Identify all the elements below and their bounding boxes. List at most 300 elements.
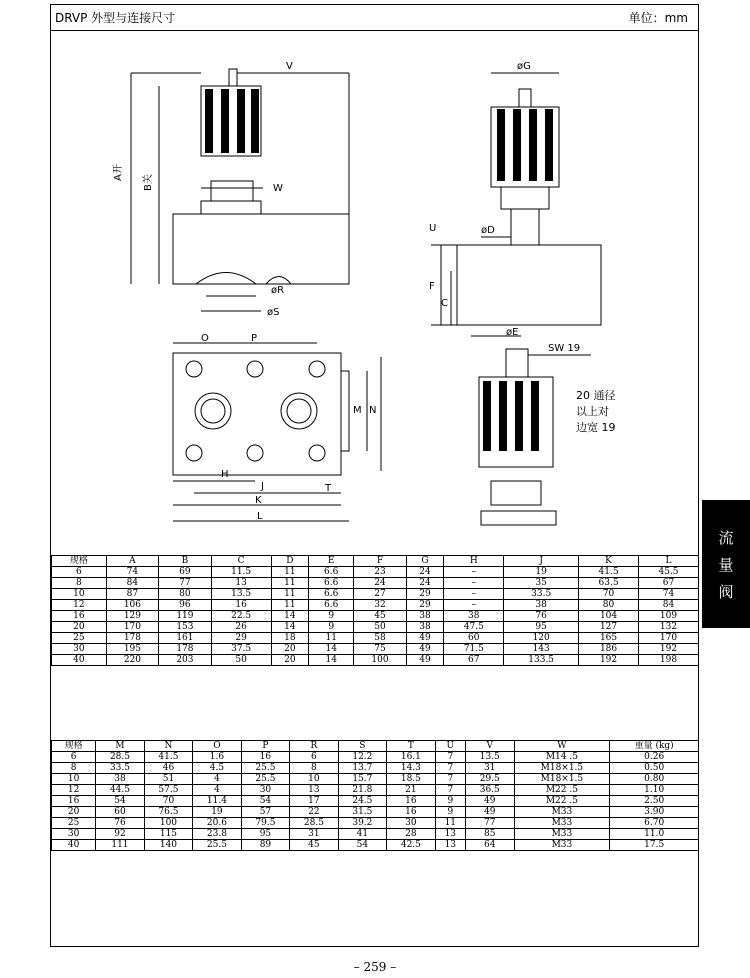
table-cell: 74: [639, 589, 699, 600]
table-cell: 1.6: [193, 752, 241, 763]
tab-char-2: 量: [718, 555, 734, 574]
table-header-cell: C: [211, 556, 271, 567]
table-cell: 4.5: [193, 763, 241, 774]
table-row: [52, 633, 699, 644]
table-cell: 54: [96, 796, 144, 807]
table-cell: 8: [290, 763, 338, 774]
table-cell: 165: [579, 633, 639, 644]
table-cell: 31: [290, 829, 338, 840]
table-row: [52, 611, 699, 622]
table-cell: 92: [96, 829, 144, 840]
table-cell: 80: [579, 600, 639, 611]
table-cell: 71.5: [444, 644, 504, 655]
table-cell: 16: [211, 600, 271, 611]
table-cell: 70: [144, 796, 192, 807]
table-cell: 13.5: [211, 589, 271, 600]
table-cell: 14: [309, 655, 354, 666]
table-cell: 203: [159, 655, 212, 666]
label-g: øG: [517, 61, 531, 72]
table-cell: 19: [504, 567, 579, 578]
table-cell: 30: [52, 644, 107, 655]
table-header-cell: D: [271, 556, 309, 567]
table-cell: 11.5: [211, 567, 271, 578]
table-cell: 60: [444, 633, 504, 644]
table-cell: 11: [271, 578, 309, 589]
label-v: V: [286, 61, 293, 72]
table-header-cell: W: [514, 741, 610, 752]
table-row: [52, 644, 699, 655]
table-cell: 41: [338, 829, 386, 840]
table-cell: 96: [159, 600, 212, 611]
table-cell: 192: [639, 644, 699, 655]
table-cell: 21.8: [338, 785, 386, 796]
table-cell: 37.5: [211, 644, 271, 655]
table-cell: 14: [271, 611, 309, 622]
table-header-cell: G: [406, 556, 444, 567]
table-cell: 9: [309, 611, 354, 622]
table-cell: 33.5: [504, 589, 579, 600]
table-cell: 11: [271, 589, 309, 600]
table-cell: –: [444, 578, 504, 589]
table-cell: 10: [52, 774, 96, 785]
table-cell: 11.4: [193, 796, 241, 807]
page-title: DRVP 外型与连接尺寸: [55, 11, 176, 25]
table-cell: 14: [309, 644, 354, 655]
table-cell: 49: [406, 655, 444, 666]
table-cell: 38: [406, 622, 444, 633]
table-header-cell: H: [444, 556, 504, 567]
table-cell: 39.2: [338, 818, 386, 829]
table-header-cell: S: [338, 741, 386, 752]
table-cell: 12: [52, 785, 96, 796]
table-cell: 186: [579, 644, 639, 655]
table-cell: 9: [309, 622, 354, 633]
table-cell: 19: [193, 807, 241, 818]
table-cell: M14 .5: [514, 752, 610, 763]
label-j: J: [261, 481, 264, 492]
table-cell: 32: [354, 600, 407, 611]
note-line-3: 边宽 19: [576, 421, 616, 434]
table-cell: 6: [290, 752, 338, 763]
drawing-svg: [51, 31, 700, 551]
table-cell: 40: [52, 655, 107, 666]
table-cell: 104: [579, 611, 639, 622]
table-cell: 24: [354, 578, 407, 589]
table-cell: –: [444, 589, 504, 600]
table-cell: 16: [387, 807, 435, 818]
table-cell: 21: [387, 785, 435, 796]
table-cell: 36.5: [466, 785, 514, 796]
table-row: [52, 600, 699, 611]
table-cell: 49: [406, 644, 444, 655]
table-cell: 9: [435, 807, 465, 818]
table-header-cell: 规格: [52, 741, 96, 752]
table-cell: 24.5: [338, 796, 386, 807]
table-cell: 22.5: [211, 611, 271, 622]
label-u: U: [429, 223, 437, 234]
table-row: [52, 763, 699, 774]
tab-char-3: 阀: [718, 582, 734, 601]
table-cell: 76.5: [144, 807, 192, 818]
table-cell: 25.5: [193, 840, 241, 851]
table-cell: 14.3: [387, 763, 435, 774]
table-cell: 106: [106, 600, 159, 611]
table-cell: 100: [354, 655, 407, 666]
table-cell: 30: [241, 785, 289, 796]
table-header-cell: V: [466, 741, 514, 752]
table-cell: 30: [52, 829, 96, 840]
table-cell: 38: [96, 774, 144, 785]
table-header-cell: P: [241, 741, 289, 752]
table-cell: 45: [290, 840, 338, 851]
table-cell: 58: [354, 633, 407, 644]
table-cell: 20: [52, 807, 96, 818]
table-cell: 17.5: [610, 840, 699, 851]
table-cell: 25.5: [241, 774, 289, 785]
table-cell: 95: [241, 829, 289, 840]
table-header-cell: 重量 (kg): [610, 741, 699, 752]
table-cell: 89: [241, 840, 289, 851]
table-header-cell: B: [159, 556, 212, 567]
table-cell: 10: [52, 589, 107, 600]
table-cell: 49: [466, 807, 514, 818]
table-cell: 47.5: [444, 622, 504, 633]
table-cell: 29: [406, 589, 444, 600]
table-cell: 1.10: [610, 785, 699, 796]
page-frame: [50, 4, 699, 947]
table-cell: M18×1.5: [514, 774, 610, 785]
table-cell: 35: [504, 578, 579, 589]
table-cell: 44.5: [96, 785, 144, 796]
table-cell: 28: [387, 829, 435, 840]
table-cell: 80: [159, 589, 212, 600]
label-r: øR: [271, 285, 285, 296]
table-cell: 74: [106, 567, 159, 578]
table-cell: 64: [466, 840, 514, 851]
table-cell: 23.8: [193, 829, 241, 840]
table1-body: [52, 567, 699, 666]
table-cell: 29: [406, 600, 444, 611]
table-cell: 41.5: [144, 752, 192, 763]
tab-char-1: 流: [718, 528, 734, 547]
table-cell: 49: [406, 633, 444, 644]
table-header-cell: K: [579, 556, 639, 567]
table-cell: –: [444, 600, 504, 611]
table-header-cell: N: [144, 741, 192, 752]
table-cell: 11.0: [610, 829, 699, 840]
table-cell: 20: [271, 655, 309, 666]
label-c: C: [441, 298, 448, 309]
label-p: P: [251, 333, 258, 344]
table-header-cell: R: [290, 741, 338, 752]
table-cell: 95: [504, 622, 579, 633]
table-cell: 9: [435, 796, 465, 807]
table-cell: M33: [514, 829, 610, 840]
table-cell: 16: [387, 796, 435, 807]
table-cell: 0.26: [610, 752, 699, 763]
table-cell: 28.5: [96, 752, 144, 763]
table-cell: 6: [52, 567, 107, 578]
table-cell: 16: [241, 752, 289, 763]
table-cell: 111: [96, 840, 144, 851]
technical-drawing: [51, 31, 700, 551]
table-cell: 220: [106, 655, 159, 666]
table-cell: 76: [96, 818, 144, 829]
table-cell: 16: [52, 796, 96, 807]
table-cell: 8: [52, 763, 96, 774]
table-cell: 50: [211, 655, 271, 666]
table-cell: 127: [579, 622, 639, 633]
table-cell: 13: [290, 785, 338, 796]
label-k: K: [255, 495, 262, 506]
table-cell: 192: [579, 655, 639, 666]
label-h: H: [221, 469, 229, 480]
page-number: – 259 –: [353, 960, 397, 974]
label-a: A开: [113, 164, 124, 181]
table-cell: 67: [444, 655, 504, 666]
table-header-cell: E: [309, 556, 354, 567]
table-cell: 45.5: [639, 567, 699, 578]
table-cell: 129: [106, 611, 159, 622]
table-cell: 84: [106, 578, 159, 589]
table-cell: 16.1: [387, 752, 435, 763]
dimension-table-2: [51, 740, 699, 851]
table-row: [52, 829, 699, 840]
table-cell: 27: [354, 589, 407, 600]
table-header-cell: L: [639, 556, 699, 567]
table-cell: 24: [406, 578, 444, 589]
table-cell: 54: [241, 796, 289, 807]
table-row: [52, 785, 699, 796]
table-cell: 76: [504, 611, 579, 622]
table-cell: 178: [106, 633, 159, 644]
table-cell: 12.2: [338, 752, 386, 763]
table-cell: 25.5: [241, 763, 289, 774]
table-cell: M33: [514, 807, 610, 818]
label-o: O: [201, 333, 209, 344]
table-cell: 28.5: [290, 818, 338, 829]
table-header-cell: F: [354, 556, 407, 567]
table-cell: 26: [211, 622, 271, 633]
label-l: L: [257, 511, 263, 522]
table2-body: [52, 752, 699, 851]
label-t: T: [325, 483, 332, 494]
table-cell: 153: [159, 622, 212, 633]
table-cell: 38: [504, 600, 579, 611]
table-cell: 11: [435, 818, 465, 829]
label-d: øD: [481, 225, 495, 236]
table-cell: 49: [466, 796, 514, 807]
table-cell: 170: [639, 633, 699, 644]
table-cell: 40: [52, 840, 96, 851]
table-cell: 10: [290, 774, 338, 785]
table-cell: 51: [144, 774, 192, 785]
table-cell: 13.5: [466, 752, 514, 763]
table-cell: 84: [639, 600, 699, 611]
label-e: øE: [506, 327, 519, 338]
unit-label: 单位：mm: [628, 11, 688, 25]
table-cell: 143: [504, 644, 579, 655]
table-cell: 69: [159, 567, 212, 578]
table-cell: 4: [193, 785, 241, 796]
table-row: [52, 840, 699, 851]
table-cell: 6.6: [309, 589, 354, 600]
table-row: [52, 578, 699, 589]
table-header-cell: A: [106, 556, 159, 567]
table-cell: M33: [514, 818, 610, 829]
table-cell: 7: [435, 785, 465, 796]
table-cell: 132: [639, 622, 699, 633]
table-cell: M33: [514, 840, 610, 851]
label-n: N: [369, 405, 377, 416]
table-cell: 31: [466, 763, 514, 774]
table-header-cell: T: [387, 741, 435, 752]
section-tab: [702, 500, 750, 628]
table-cell: 75: [354, 644, 407, 655]
table-cell: 14: [271, 622, 309, 633]
table-cell: 0.50: [610, 763, 699, 774]
table-cell: 50: [354, 622, 407, 633]
table-cell: 16: [52, 611, 107, 622]
table-cell: 23: [354, 567, 407, 578]
table-cell: 6.6: [309, 567, 354, 578]
table-cell: 12: [52, 600, 107, 611]
table-cell: 115: [144, 829, 192, 840]
note-line-2: 以上对: [576, 405, 609, 418]
table-cell: 11: [271, 567, 309, 578]
table-cell: 119: [159, 611, 212, 622]
table-cell: 4: [193, 774, 241, 785]
table-cell: 18: [271, 633, 309, 644]
table-cell: 25: [52, 818, 96, 829]
table-header-cell: M: [96, 741, 144, 752]
table-cell: 120: [504, 633, 579, 644]
table-cell: 70: [579, 589, 639, 600]
table-header-cell: 规格: [52, 556, 107, 567]
table-cell: 13: [211, 578, 271, 589]
table-cell: 57: [241, 807, 289, 818]
table-cell: 38: [406, 611, 444, 622]
table-cell: 6.70: [610, 818, 699, 829]
table-cell: M18×1.5: [514, 763, 610, 774]
table-cell: 24: [406, 567, 444, 578]
table-cell: 3.90: [610, 807, 699, 818]
table-cell: 60: [96, 807, 144, 818]
table-cell: 31.5: [338, 807, 386, 818]
table-cell: 13: [435, 840, 465, 851]
table-cell: 13.7: [338, 763, 386, 774]
table-cell: 87: [106, 589, 159, 600]
table-cell: 8: [52, 578, 107, 589]
label-s: øS: [267, 307, 280, 318]
table-header-cell: J: [504, 556, 579, 567]
table-cell: 178: [159, 644, 212, 655]
table-header-cell: U: [435, 741, 465, 752]
table-cell: 7: [435, 774, 465, 785]
table-cell: 79.5: [241, 818, 289, 829]
table-cell: 6.6: [309, 578, 354, 589]
dimension-table-1: [51, 555, 699, 666]
table-row: [52, 589, 699, 600]
table-cell: 6: [52, 752, 96, 763]
table-cell: 33.5: [96, 763, 144, 774]
table-cell: 0.80: [610, 774, 699, 785]
table-cell: 67: [639, 578, 699, 589]
table2-header-row: [52, 741, 699, 752]
table-cell: 29.5: [466, 774, 514, 785]
table-cell: 100: [144, 818, 192, 829]
label-f: F: [429, 281, 435, 292]
table-cell: 161: [159, 633, 212, 644]
table-cell: 54: [338, 840, 386, 851]
table-cell: 109: [639, 611, 699, 622]
table-header-cell: O: [193, 741, 241, 752]
table-cell: 17: [290, 796, 338, 807]
table-cell: 29: [211, 633, 271, 644]
label-b: B关: [143, 174, 154, 191]
table1-header-row: [52, 556, 699, 567]
table-row: [52, 774, 699, 785]
table-cell: 41.5: [579, 567, 639, 578]
table-cell: 2.50: [610, 796, 699, 807]
table-cell: 11: [309, 633, 354, 644]
table-cell: 22: [290, 807, 338, 818]
table-cell: 170: [106, 622, 159, 633]
table-cell: 25: [52, 633, 107, 644]
table-row: [52, 818, 699, 829]
table-cell: 15.7: [338, 774, 386, 785]
table-row: [52, 807, 699, 818]
table-cell: 7: [435, 763, 465, 774]
table-cell: 57.5: [144, 785, 192, 796]
table-row: [52, 655, 699, 666]
table-cell: 195: [106, 644, 159, 655]
table-cell: 198: [639, 655, 699, 666]
table-row: [52, 622, 699, 633]
label-sw: SW 19: [548, 343, 581, 354]
table-cell: 20.6: [193, 818, 241, 829]
label-m: M: [353, 405, 362, 416]
table-cell: 30: [387, 818, 435, 829]
table-cell: 77: [159, 578, 212, 589]
table-cell: 140: [144, 840, 192, 851]
table-cell: 7: [435, 752, 465, 763]
table-cell: 42.5: [387, 840, 435, 851]
table-cell: 45: [354, 611, 407, 622]
table-row: [52, 567, 699, 578]
note-line-1: 20 通径: [576, 389, 616, 402]
table-cell: 11: [271, 600, 309, 611]
table-cell: 85: [466, 829, 514, 840]
table-cell: 77: [466, 818, 514, 829]
table-cell: 63.5: [579, 578, 639, 589]
table-cell: 18.5: [387, 774, 435, 785]
table-cell: 6.6: [309, 600, 354, 611]
table-cell: 133.5: [504, 655, 579, 666]
header-bar: [51, 5, 698, 31]
table-row: [52, 796, 699, 807]
label-w: W: [273, 183, 283, 194]
table-cell: 13: [435, 829, 465, 840]
table-cell: M22 .5: [514, 785, 610, 796]
table-cell: –: [444, 567, 504, 578]
table-cell: 20: [52, 622, 107, 633]
table-cell: M22 .5: [514, 796, 610, 807]
table-cell: 20: [271, 644, 309, 655]
table-cell: 38: [444, 611, 504, 622]
table-row: [52, 752, 699, 763]
table-cell: 46: [144, 763, 192, 774]
